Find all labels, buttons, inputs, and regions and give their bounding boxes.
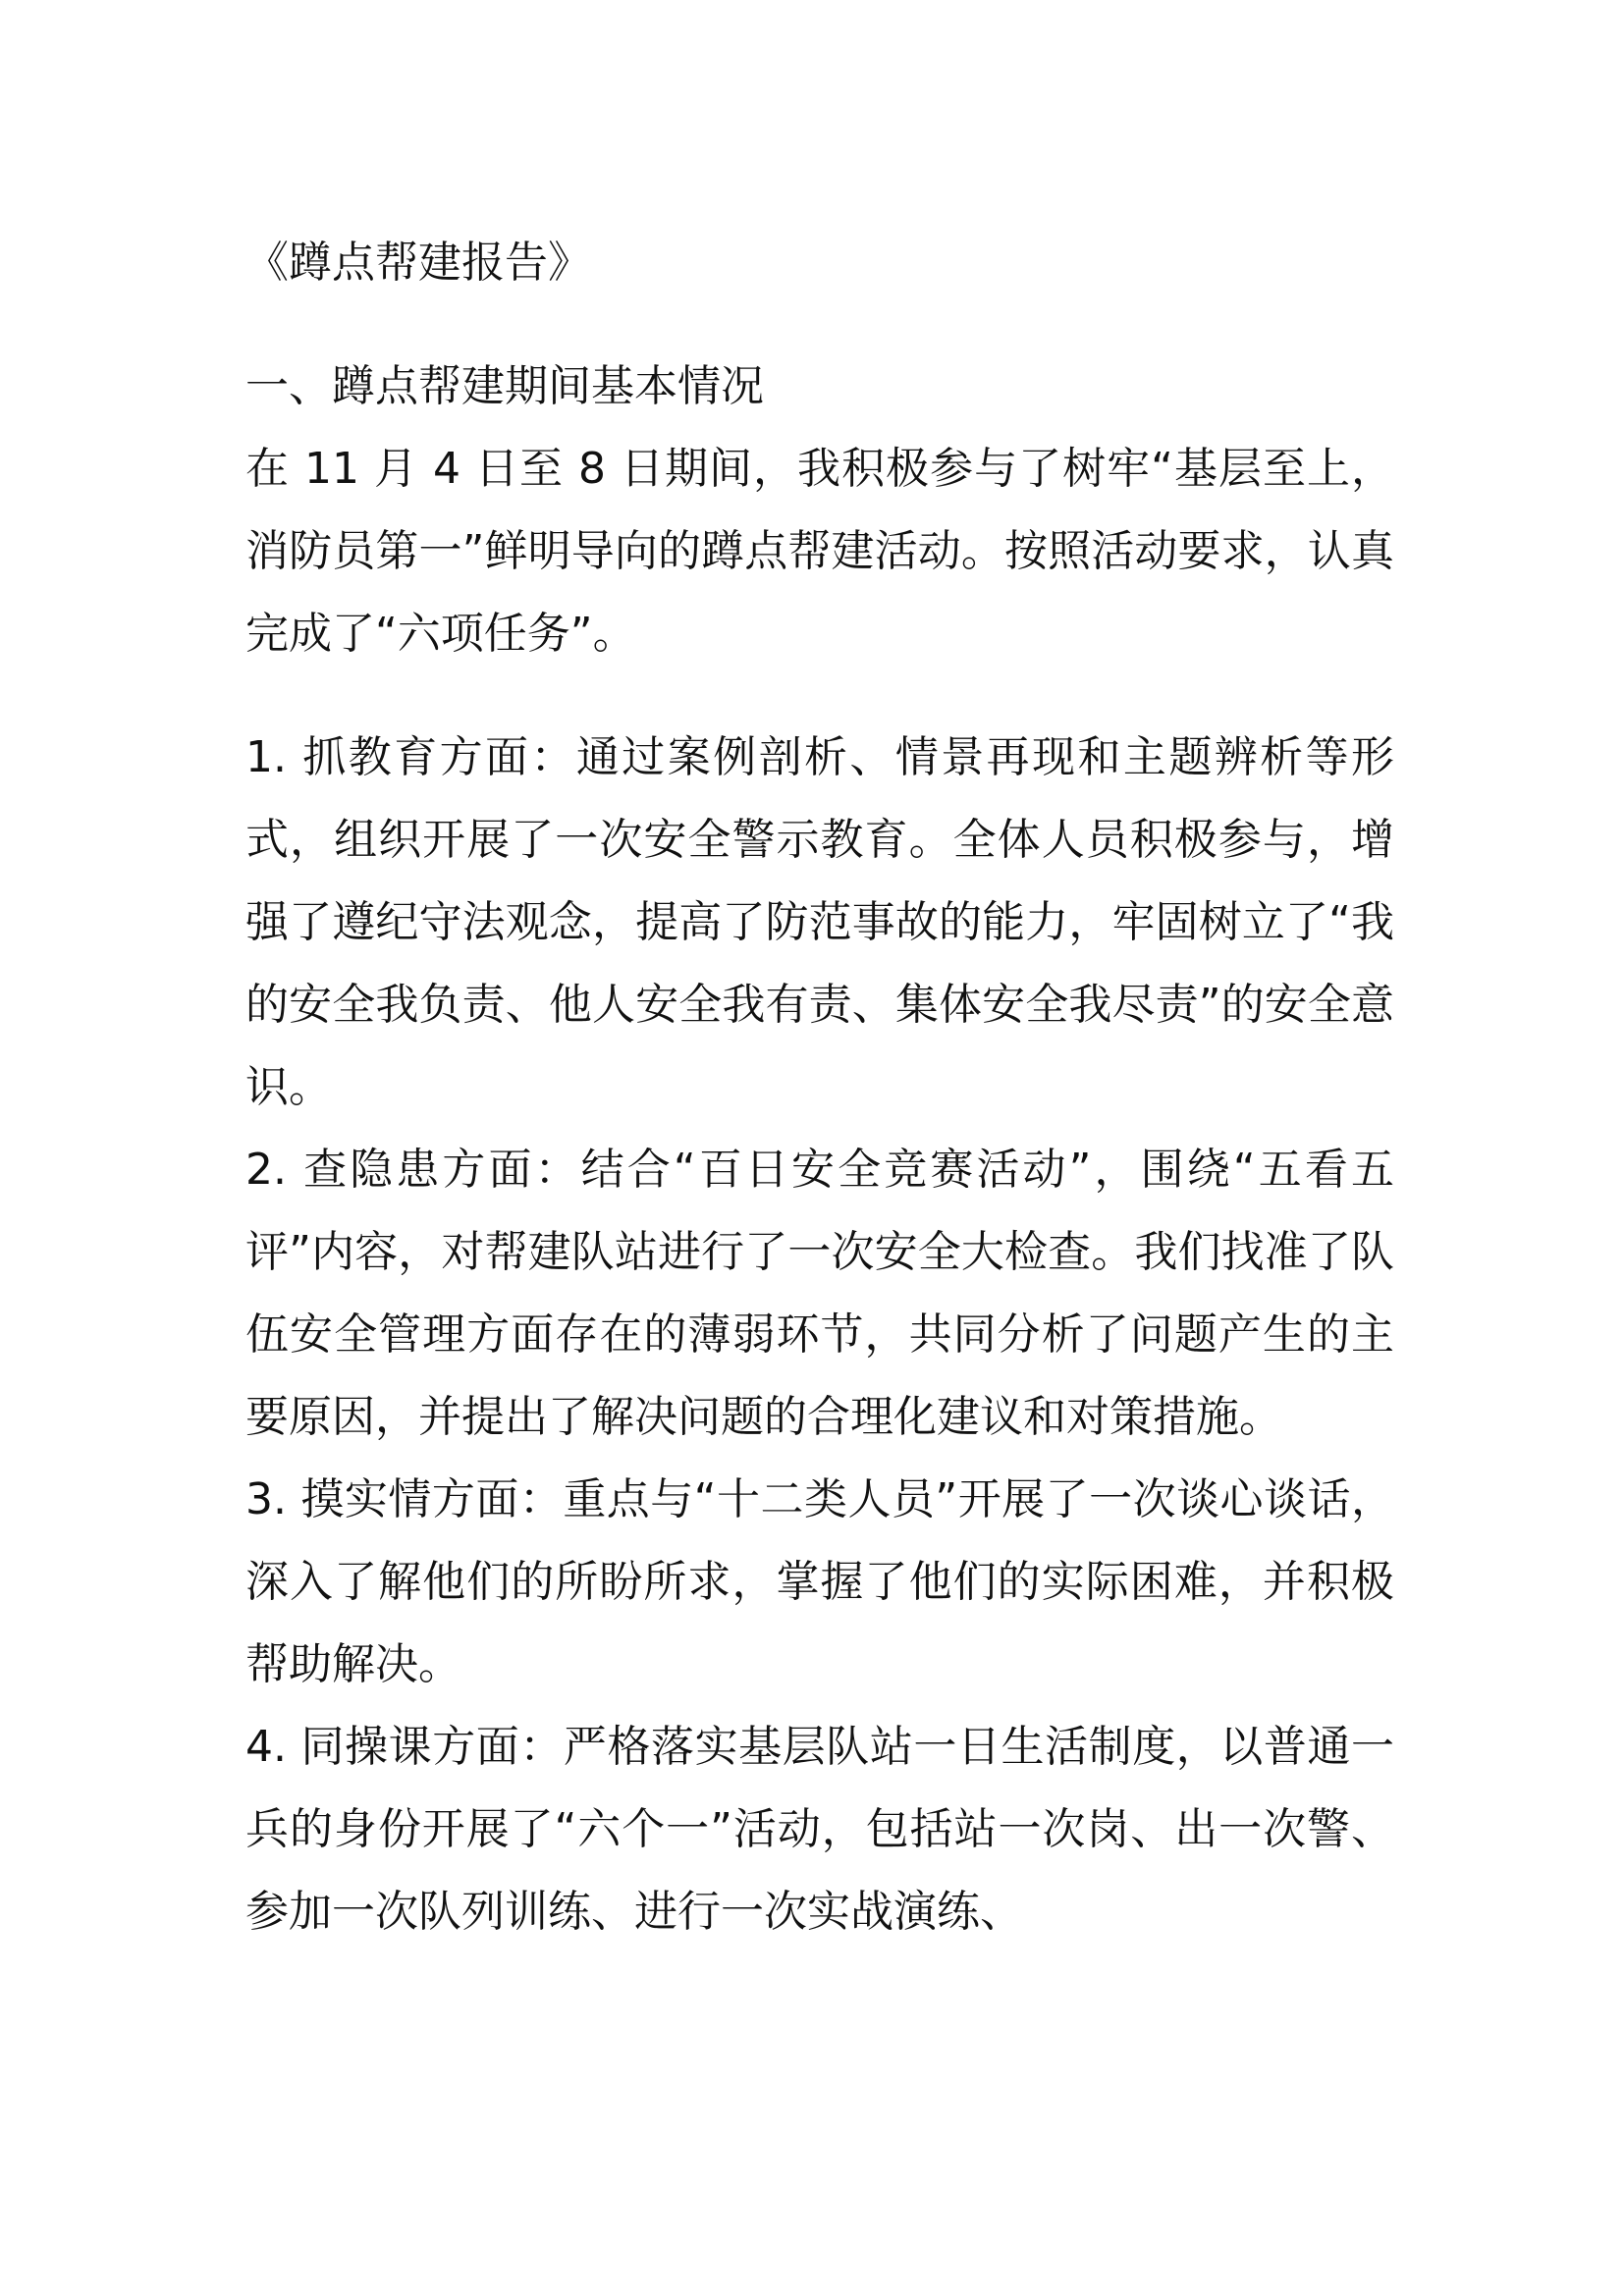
list-item-situation: 3. 摸实情方面：重点与“十二类人员”开展了一次谈心谈话，深入了解他们的所盼所求，掌握了他们的实际困难，并积极帮助解决。 [245, 1474, 1394, 1689]
list-item-training: 4. 同操课方面：严格落实基层队站一日生活制度，以普通一兵的身份开展了“六个一”活动，包括站一次岗、出一次警、参加一次队列训练、进行一次实战演练、 [245, 1722, 1394, 1937]
document-body [245, 222, 1394, 1953]
section-heading: 一、蹲点帮建期间基本情况 [245, 361, 764, 411]
list-item-hazard-check: 2. 查隐患方面：结合“百日安全竞赛活动”，围绕“五看五评”内容，对帮建队站进行了一次安全大检查。我们找准了队伍安全管理方面存在的薄弱环节，共同分析了问题产生的主要原因，并提出了解决问题的合理化建议和对策措施。 [245, 1145, 1394, 1442]
intro-paragraph: 在 11 月 4 日至 8 日期间，我积极参与了树牢“基层至上，消防员第一”鲜明导向的蹲点帮建活动。按照活动要求，认真完成了“六项任务”。 [245, 444, 1394, 659]
paragraph-gap [245, 675, 1394, 717]
document-title: 《蹲点帮建报告》 [245, 238, 591, 288]
list-item-education: 1. 抓教育方面：通过案例剖析、情景再现和主题辨析等形式，组织开展了一次安全警示教育。全体人员积极参与，增强了遵纪守法观念，提高了防范事故的能力，牢固树立了“我的安全我负责、他人安全我有责、集体安全我尽责”的安全意识。 [245, 732, 1394, 1112]
